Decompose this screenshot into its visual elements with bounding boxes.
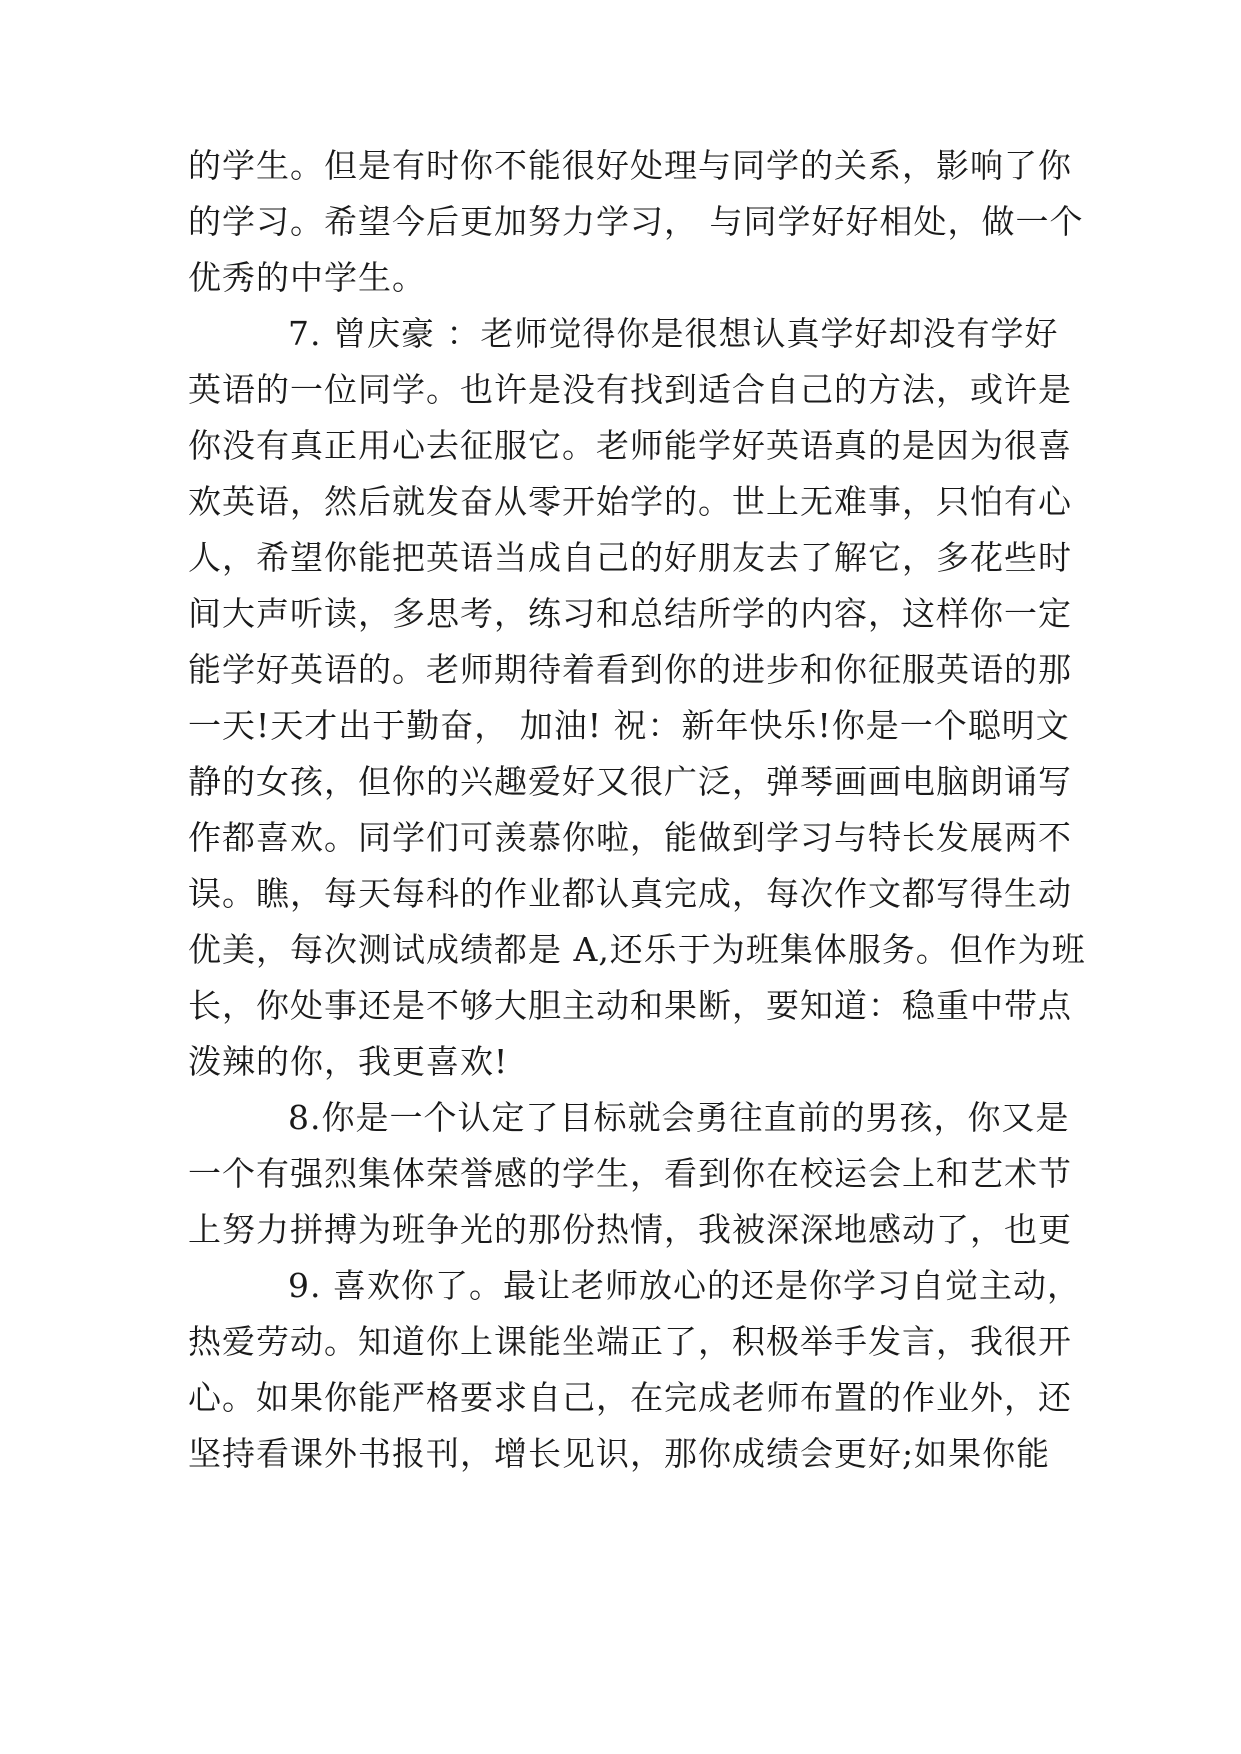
text-line: 英语的一位同学。也许是没有找到适合自己的方法，或许是 (188, 370, 1072, 409)
text-line: 你没有真正用心去征服它。老师能学好英语真的是因为很喜 (188, 426, 1072, 465)
text-line: 9. 喜欢你了。最让老师放心的还是你学习自觉主动， (288, 1266, 1081, 1305)
text-line: 7. 曾庆豪 ：老师觉得你是很想认真学好却没有学好 (288, 314, 1059, 353)
text-line: 欢英语，然后就发奋从零开始学的。世上无难事，只怕有心 (188, 482, 1072, 521)
text-line: 长，你处事还是不够大胆主动和果断，要知道：稳重中带点 (188, 986, 1072, 1025)
text-line: 的学习。希望今后更加努力学习， 与同学好好相处，做一个 (188, 202, 1084, 241)
text-line: 热爱劳动。知道你上课能坐端正了，积极举手发言，我很开 (188, 1322, 1072, 1361)
text-line: 心。如果你能严格要求自己，在完成老师布置的作业外，还 (188, 1378, 1072, 1417)
text-line: 一个有强烈集体荣誉感的学生，看到你在校运会上和艺术节 (188, 1154, 1072, 1193)
text-line: 优秀的中学生。 (188, 258, 426, 297)
text-line: 坚持看课外书报刊，增长见识，那你成绩会更好;如果你能 (188, 1434, 1051, 1473)
text-line: 8.你是一个认定了目标就会勇往直前的男孩，你又是 (288, 1098, 1070, 1137)
text-line: 能学好英语的。老师期待着看到你的进步和你征服英语的那 (188, 650, 1072, 689)
text-line: 作都喜欢。同学们可羡慕你啦，能做到学习与特长发展两不 (188, 818, 1072, 857)
text-line: 泼辣的你，我更喜欢! (188, 1042, 509, 1081)
text-line: 的学生。但是有时你不能很好处理与同学的关系，影响了你 (188, 146, 1072, 185)
text-line: 人，希望你能把英语当成自己的好朋友去了解它，多花些时 (188, 538, 1072, 577)
text-line: 上努力拼搏为班争光的那份热情，我被深深地感动了，也更 (188, 1210, 1072, 1249)
text-line: 误。瞧，每天每科的作业都认真完成，每次作文都写得生动 (188, 874, 1072, 913)
text-line: 间大声听读，多思考，练习和总结所学的内容，这样你一定 (188, 594, 1072, 633)
text-line: 一天!天才出于勤奋， 加油! 祝：新年快乐!你是一个聪明文 (188, 706, 1070, 745)
text-line: 优美，每次测试成绩都是 A,还乐于为班集体服务。但作为班 (188, 930, 1086, 969)
text-line: 静的女孩，但你的兴趣爱好又很广泛，弹琴画画电脑朗诵写 (188, 762, 1072, 801)
